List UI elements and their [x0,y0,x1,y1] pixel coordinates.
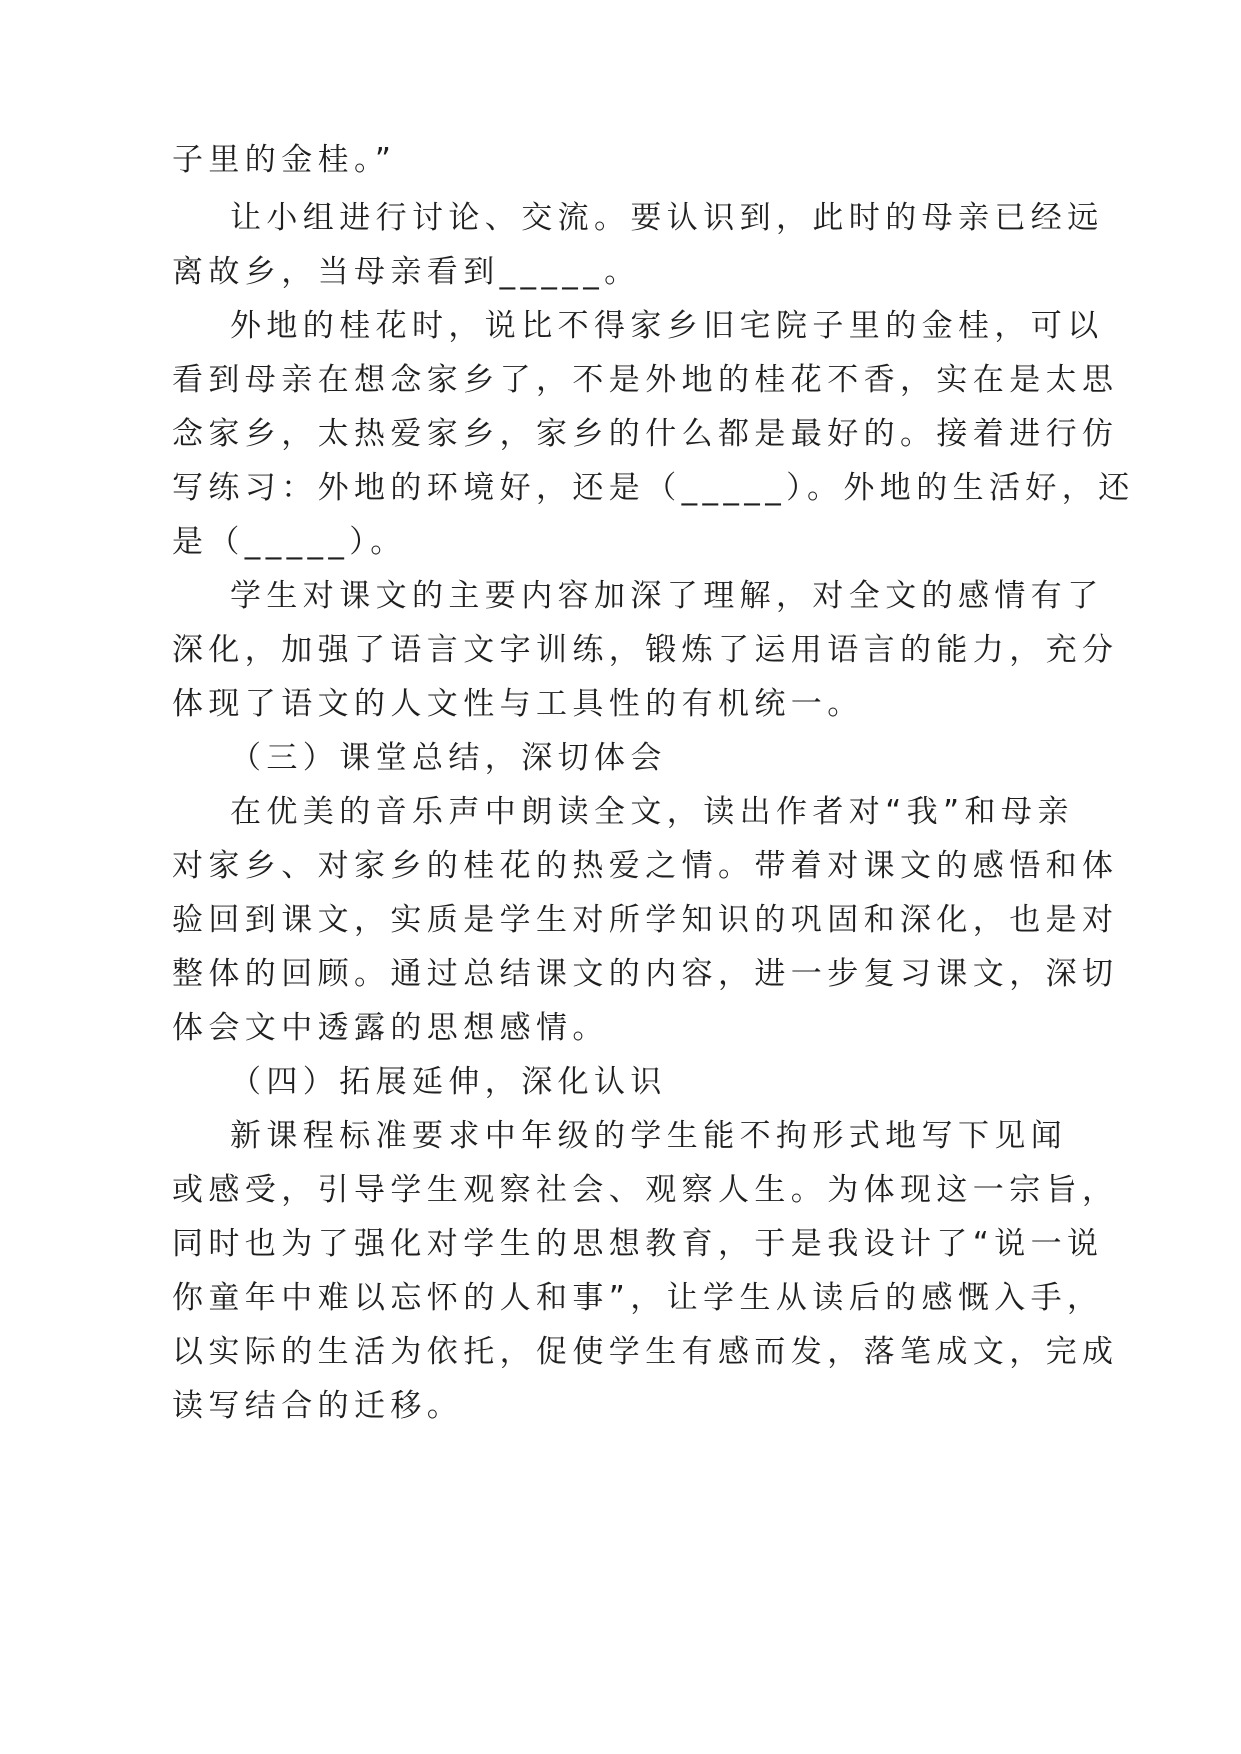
text-line: 验回到课文，实质是学生对所学知识的巩固和深化，也是对 [172,902,1119,938]
paragraph-first-line: 让小组进行讨论、交流。要认识到，此时的母亲已经远 [230,200,1104,236]
text-line: 念家乡，太热爱家乡，家乡的什么都是最好的。接着进行仿 [172,416,1119,452]
paragraph-first-line: 新课程标准要求中年级的学生能不拘形式地写下见闻 [230,1118,1068,1154]
paragraph-first-line: 学生对课文的主要内容加深了理解，对全文的感情有了 [230,578,1104,614]
text-line: 或感受，引导学生观察社会、观察人生。为体现这一宗旨， [172,1172,1119,1208]
text-line: 写练习：外地的环境好，还是（_____）。外地的生活好，还 [172,470,1135,506]
text-line: 是（_____）。 [172,524,407,560]
text-line: 体现了语文的人文性与工具性的有机统一。 [172,686,864,722]
paragraph-first-line: 外地的桂花时，说比不得家乡旧宅院子里的金桂，可以 [230,308,1104,344]
text-line: 看到母亲在想念家乡了，不是外地的桂花不香，实在是太思 [172,362,1119,398]
text-line: 你童年中难以忘怀的人和事”，让学生从读后的感慨入手， [172,1280,1104,1316]
text-line: 整体的回顾。通过总结课文的内容，进一步复习课文，深切 [172,956,1119,992]
text-line: 子里的金桂。” [172,142,397,178]
text-line: 体会文中透露的思想感情。 [172,1010,609,1046]
section-heading: （四）拓展延伸，深化认识 [230,1064,667,1100]
section-heading: （三）课堂总结，深切体会 [230,740,667,776]
text-line: 对家乡、对家乡的桂花的热爱之情。带着对课文的感悟和体 [172,848,1119,884]
text-line: 同时也为了强化对学生的思想教育，于是我设计了“说一说 [172,1226,1104,1262]
text-line: 离故乡，当母亲看到_____。 [172,254,641,290]
text-line: 读写结合的迁移。 [172,1388,464,1424]
paragraph-first-line: 在优美的音乐声中朗读全文，读出作者对“我”和母亲 [230,794,1074,830]
text-line: 深化，加强了语言文字训练，锻炼了运用语言的能力，充分 [172,632,1119,668]
text-line: 以实际的生活为依托，促使学生有感而发，落笔成文，完成 [172,1334,1119,1370]
